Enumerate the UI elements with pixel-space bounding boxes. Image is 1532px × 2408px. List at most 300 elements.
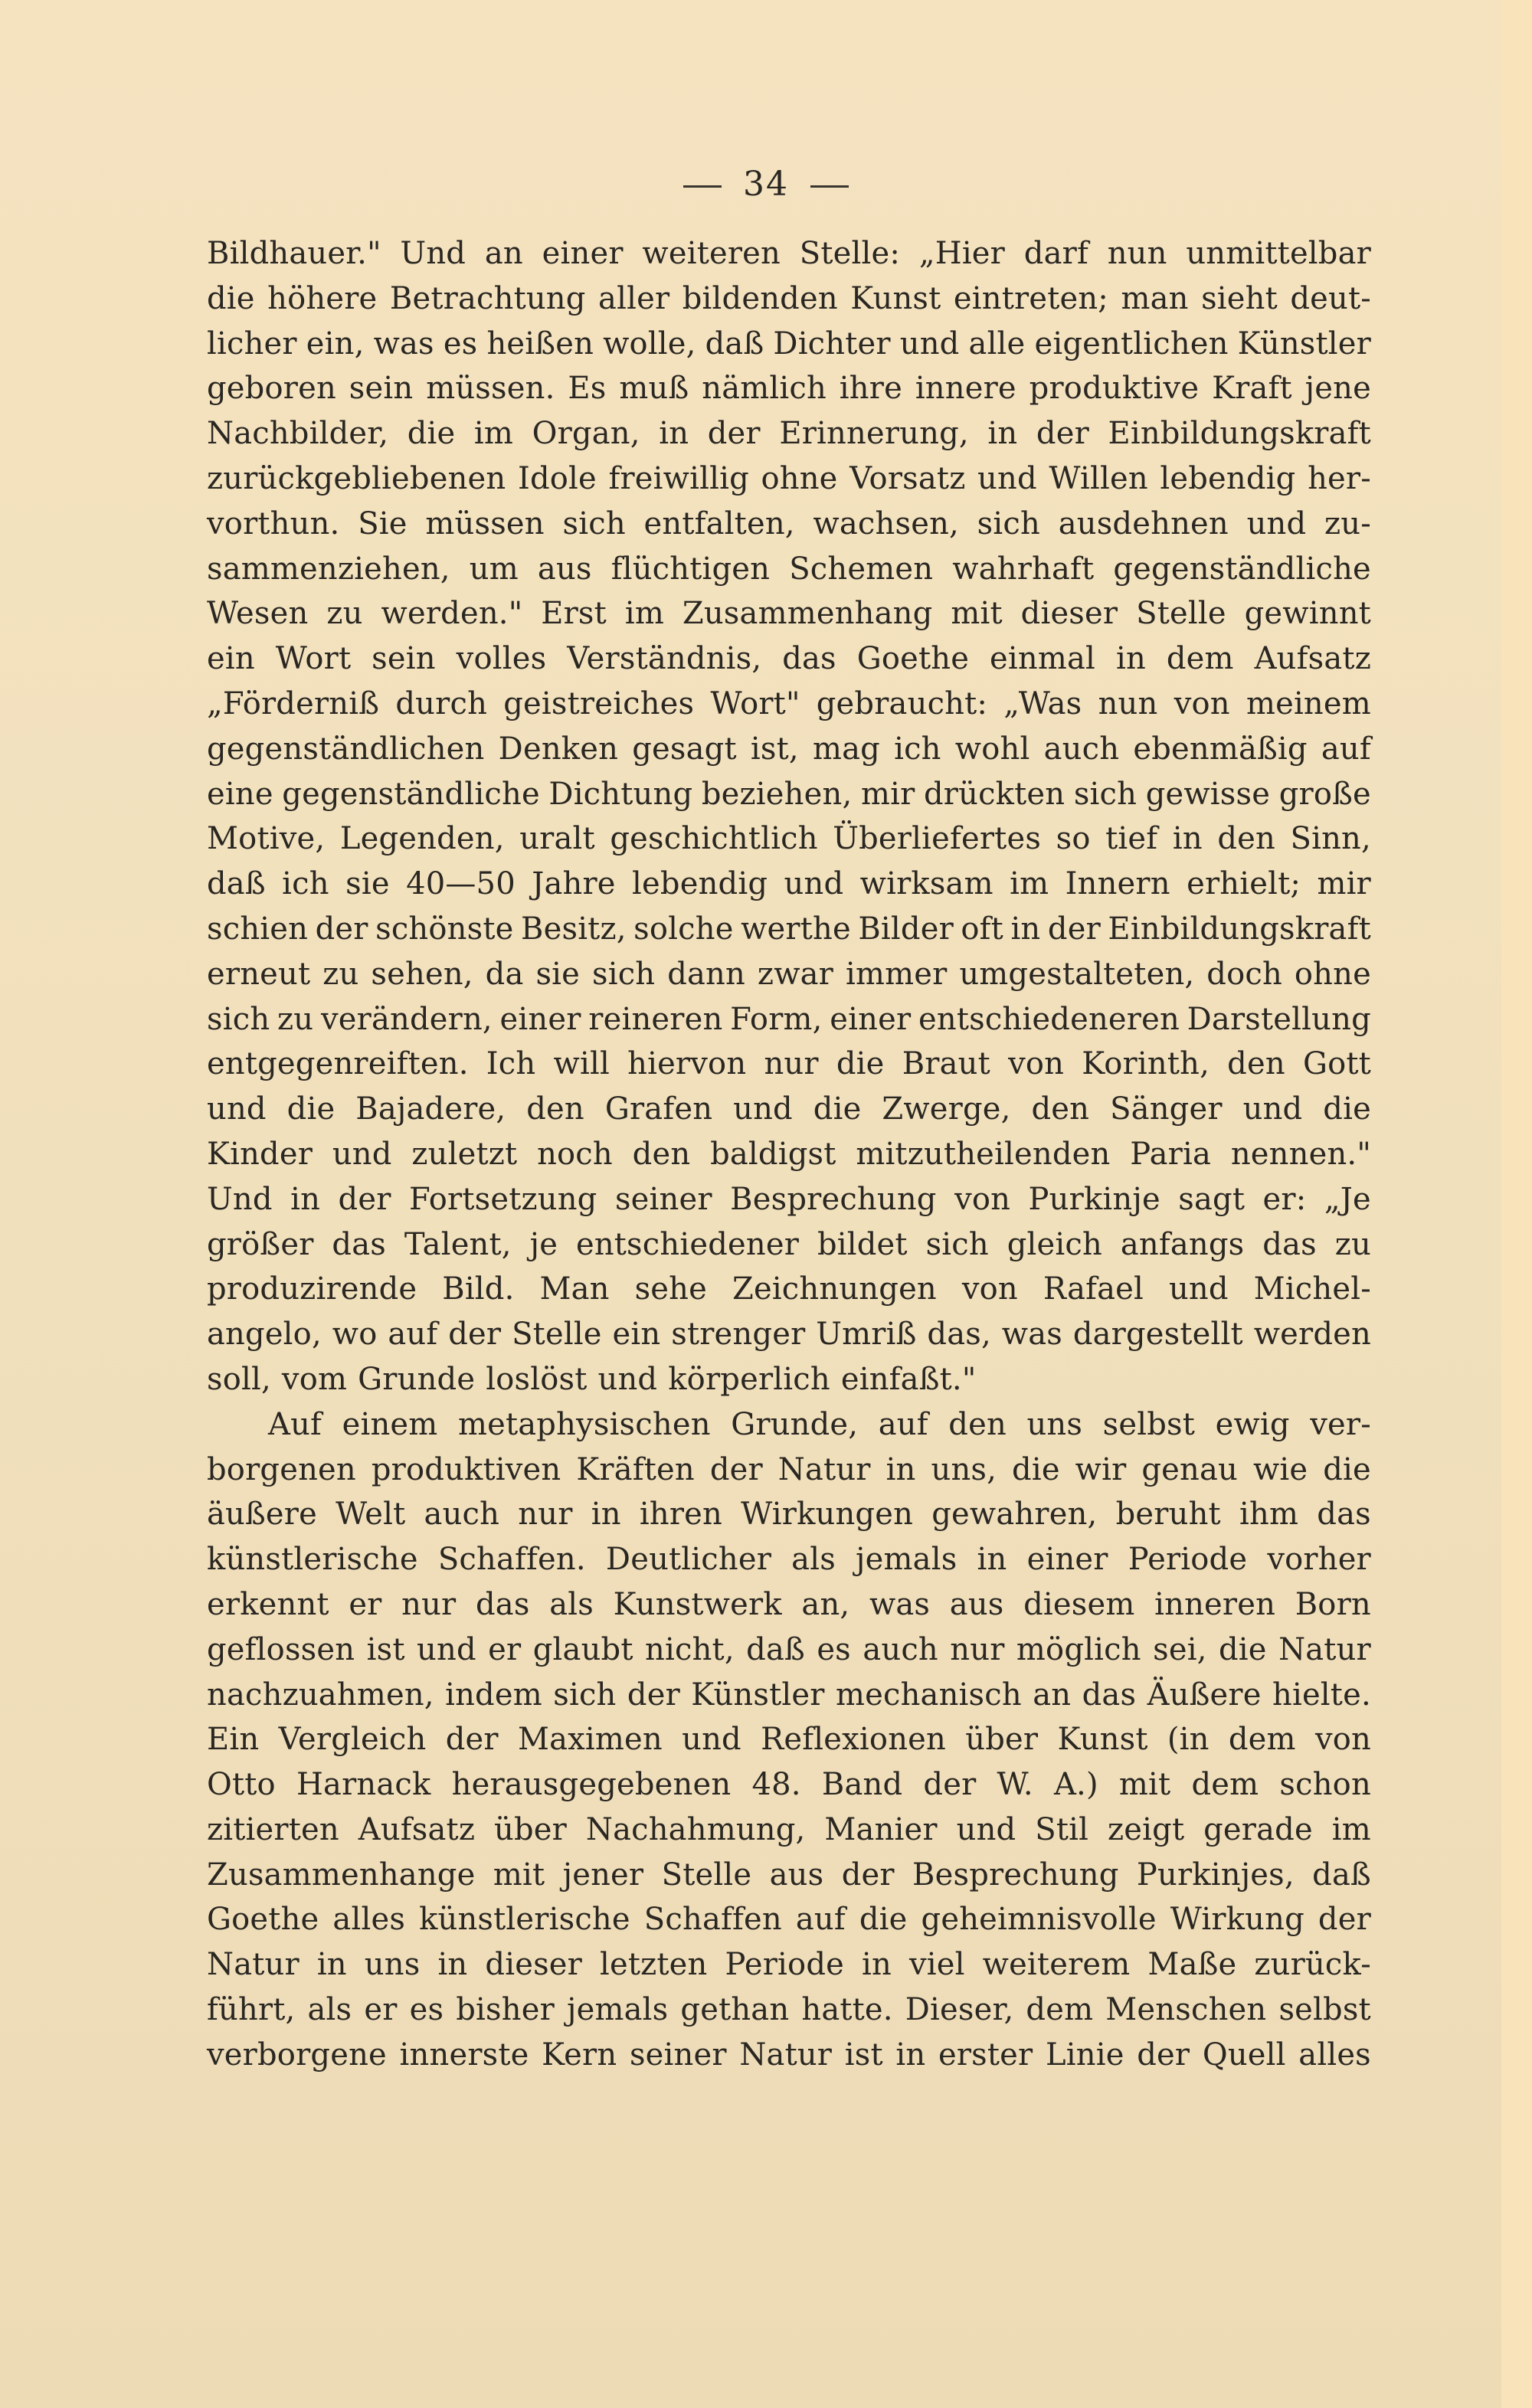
word: nun <box>1107 236 1167 271</box>
left-dash <box>683 185 722 188</box>
word: sich <box>207 1001 270 1037</box>
word: sich <box>562 505 626 541</box>
word: Goethe <box>856 641 970 677</box>
word: ich <box>282 866 329 902</box>
word: Motive, <box>207 821 326 857</box>
text-line <box>207 1628 1371 1673</box>
word: was <box>1001 1317 1062 1353</box>
word: Darstellung <box>1187 1001 1371 1037</box>
right-dash <box>810 185 849 188</box>
word: Schemen <box>789 551 934 587</box>
word: ihre <box>839 371 902 407</box>
word: Kunstwerk <box>613 1586 782 1622</box>
text-line <box>207 1717 1371 1762</box>
word: er <box>488 1631 522 1667</box>
word: vorher <box>1267 1542 1371 1578</box>
word: Talent, <box>404 1226 512 1262</box>
word: einfaßt." <box>840 1361 977 1397</box>
text-line <box>207 231 1371 276</box>
word: dem <box>1191 1767 1259 1803</box>
word: das <box>1082 1677 1137 1713</box>
word: glaubt <box>532 1631 633 1667</box>
word: nennen." <box>1230 1136 1371 1172</box>
word: Grunde, <box>731 1406 859 1442</box>
word: ich <box>894 731 941 767</box>
text-line <box>207 366 1371 411</box>
word: es <box>817 1631 851 1667</box>
word: im <box>624 596 664 632</box>
word: Jahre <box>532 866 616 902</box>
word: alle <box>968 326 1026 362</box>
word: seiner <box>614 1181 712 1217</box>
word: Form, <box>730 1001 823 1037</box>
word: oft <box>961 911 1003 947</box>
word: immer <box>845 956 948 992</box>
word: wo <box>332 1317 378 1353</box>
text-line <box>207 411 1371 456</box>
word: große <box>1278 776 1371 812</box>
word: innerste <box>399 2037 529 2073</box>
text-line <box>207 547 1371 592</box>
word: Bild. <box>442 1271 515 1307</box>
word: die <box>207 280 255 316</box>
word: eine <box>207 776 273 812</box>
word: mitzutheilenden <box>856 1136 1111 1172</box>
word: Welt <box>336 1497 406 1533</box>
word: und <box>899 326 960 362</box>
word: auf <box>388 1317 438 1353</box>
word: die <box>1012 1451 1060 1487</box>
word: körperlich <box>668 1361 830 1397</box>
word: mir <box>860 776 915 812</box>
word: werthe <box>741 911 851 947</box>
word: Besprechung <box>730 1181 937 1217</box>
word: gewisse <box>1145 776 1271 812</box>
word: daß <box>746 1631 805 1667</box>
word: Michel- <box>1253 1271 1371 1307</box>
word: es <box>409 1992 444 2028</box>
word: (in <box>1167 1722 1210 1758</box>
word: jemals <box>856 1542 958 1578</box>
word: umgestalteten, <box>959 956 1195 992</box>
word: Kraft <box>1212 371 1292 407</box>
word: heißen <box>486 326 594 362</box>
word: bildenden <box>682 280 838 316</box>
word: wohl <box>954 731 1030 767</box>
word: muß <box>619 371 689 407</box>
word: einmal <box>990 641 1096 677</box>
word: geflossen <box>207 1631 355 1667</box>
text-line <box>207 772 1371 817</box>
word: als <box>549 1586 594 1622</box>
text-line <box>207 636 1371 682</box>
word: uralt <box>519 821 595 857</box>
word: Dichtung <box>548 776 693 812</box>
word: so <box>1056 821 1091 857</box>
word: und <box>1246 505 1307 541</box>
text-line <box>207 1762 1371 1808</box>
word: Schaffen <box>643 1902 782 1938</box>
word: erhielt; <box>1187 866 1301 902</box>
word: der <box>1047 911 1101 947</box>
word: baldigst <box>710 1136 836 1172</box>
word: wie <box>1252 1451 1308 1487</box>
word: mir <box>1317 866 1371 902</box>
text-line <box>207 1402 1371 1448</box>
word: metaphysischen <box>457 1406 711 1442</box>
word: von <box>1314 1722 1371 1758</box>
word: man <box>1121 280 1189 316</box>
word: Äußere <box>1147 1677 1262 1713</box>
word: da <box>485 956 524 992</box>
word: Und <box>400 236 466 271</box>
word: Besitz, <box>521 911 627 947</box>
word: mit <box>493 1857 545 1893</box>
text-line <box>207 1492 1371 1537</box>
word: freiwillig <box>608 460 749 496</box>
word: sehe <box>634 1271 708 1307</box>
text-line <box>207 1942 1371 1988</box>
word: vom <box>281 1361 348 1397</box>
word: viel <box>908 1947 965 1983</box>
word: Es <box>568 371 607 407</box>
word: müssen. <box>426 371 555 407</box>
word: alles <box>1298 2037 1371 2073</box>
word: daß <box>1312 1857 1371 1893</box>
word: zitierten <box>207 1811 339 1847</box>
word: geboren <box>207 371 336 407</box>
word: Purkinje <box>1028 1181 1160 1217</box>
word: gegenständlichen <box>207 731 485 767</box>
word: der <box>448 1317 502 1353</box>
word: einer <box>542 236 624 271</box>
word: entschiedeneren <box>918 1001 1180 1037</box>
word: geheimnisvolle <box>921 1902 1157 1938</box>
word: soll, <box>207 1361 271 1397</box>
word: sich <box>1073 776 1138 812</box>
word: Otto <box>207 1767 276 1803</box>
word: Betrachtung <box>389 280 586 316</box>
word: dargestellt <box>1072 1317 1243 1353</box>
word: selbst <box>1102 1406 1196 1442</box>
word: licher <box>207 326 297 362</box>
word: der <box>1137 2037 1190 2073</box>
word: sich <box>977 505 1040 541</box>
word: von <box>961 1271 1018 1307</box>
word: A.) <box>1053 1767 1098 1803</box>
word: beruht <box>1115 1497 1221 1533</box>
word: Zusammenhang <box>682 596 933 632</box>
word: die <box>407 416 456 452</box>
word: Harnack <box>296 1767 431 1803</box>
word: in <box>895 2037 926 2073</box>
word: was <box>373 326 434 362</box>
word: uns <box>1026 1406 1083 1442</box>
word: die <box>1323 1091 1371 1127</box>
word: erkennt <box>207 1586 329 1622</box>
word: Natur <box>777 1451 871 1487</box>
word: verborgene <box>207 2037 387 2073</box>
text-line <box>207 816 1371 862</box>
word: geistreiches <box>503 685 695 721</box>
word: Legenden, <box>339 821 505 857</box>
word: und <box>784 866 844 902</box>
word: Gott <box>1302 1046 1371 1082</box>
word: gewinnt <box>1244 596 1371 632</box>
word: als <box>307 1992 352 2028</box>
word: Zusammenhange <box>207 1857 476 1893</box>
word: Wirkungen <box>741 1497 914 1533</box>
word: den <box>1227 1046 1285 1082</box>
text-line <box>207 997 1371 1042</box>
word: wolle, <box>603 326 696 362</box>
word: zwar <box>757 956 834 992</box>
word: ist, <box>750 731 799 767</box>
word: der <box>1036 416 1089 452</box>
word: von <box>1174 685 1230 721</box>
word: schönste <box>375 911 514 947</box>
word: das <box>1262 1226 1317 1262</box>
word: jener <box>562 1857 644 1893</box>
word: Wirkung <box>1170 1902 1304 1938</box>
word: Sänger <box>1110 1091 1223 1127</box>
word: sammenziehen, <box>207 551 450 587</box>
word: einer <box>1026 1542 1108 1578</box>
word: genau <box>1141 1451 1239 1487</box>
word: Periode <box>725 1947 844 1983</box>
word: dieser <box>485 1947 582 1983</box>
word: in <box>591 1497 621 1533</box>
word: Zeichnungen <box>732 1271 937 1307</box>
word: die <box>286 1091 336 1127</box>
word: erneut <box>207 956 311 992</box>
word: deut- <box>1290 280 1371 316</box>
word: den <box>1217 821 1275 857</box>
word: herausgegebenen <box>451 1767 732 1803</box>
word: Linie <box>1046 2037 1124 2073</box>
word: gebraucht: <box>816 685 988 721</box>
word: größer <box>207 1226 314 1262</box>
word: auch <box>424 1497 500 1533</box>
word: vorthun. <box>207 505 340 541</box>
word: hatte. <box>801 1992 893 2028</box>
word: einem <box>342 1406 438 1442</box>
word: die <box>1219 1631 1267 1667</box>
text-line <box>207 276 1371 322</box>
word: die <box>1323 1451 1371 1487</box>
word: angelo, <box>207 1317 322 1353</box>
word: hielte. <box>1272 1677 1371 1713</box>
word: Periode <box>1128 1542 1248 1578</box>
word: Idole <box>517 460 597 496</box>
word: aus <box>537 551 592 587</box>
word: dem <box>1026 1992 1094 2028</box>
word: Willen <box>1049 460 1148 496</box>
word: Maximen <box>517 1722 663 1758</box>
word: je <box>529 1226 558 1262</box>
word: daß <box>207 866 266 902</box>
word: der <box>627 1677 680 1713</box>
text-line <box>207 1132 1371 1177</box>
word: gewahren, <box>931 1497 1098 1533</box>
word: was <box>869 1586 931 1622</box>
word: an <box>484 236 523 271</box>
word: durch <box>395 685 488 721</box>
word: und <box>1242 1091 1303 1127</box>
word: wir <box>1075 1451 1127 1487</box>
word: dieser <box>1020 596 1118 632</box>
word: in <box>862 1947 892 1983</box>
word: uns, <box>931 1451 997 1487</box>
word: werden." <box>381 596 523 632</box>
word: solche <box>633 911 734 947</box>
word: innere <box>915 371 1016 407</box>
text-line <box>207 862 1371 907</box>
word: aus <box>769 1857 824 1893</box>
word: selbst <box>1278 1992 1371 2028</box>
word: das <box>332 1226 386 1262</box>
word: nun <box>1098 685 1158 721</box>
word: Umriß <box>816 1317 917 1353</box>
word: sagt <box>1178 1181 1246 1217</box>
word: Man <box>539 1271 610 1307</box>
word: Manier <box>824 1811 938 1847</box>
word: die <box>836 1046 885 1082</box>
word: und <box>733 1091 793 1127</box>
text-line <box>207 1357 1371 1402</box>
word: jemals <box>566 1992 669 2028</box>
word: in <box>290 1181 321 1217</box>
word: ihm <box>1239 1497 1299 1533</box>
text-line <box>207 1042 1371 1087</box>
word: Ich <box>486 1046 536 1082</box>
word: Quell <box>1202 2037 1286 2073</box>
word: den <box>526 1091 584 1127</box>
word: der <box>709 1451 763 1487</box>
word: Zwerge, <box>882 1091 1011 1127</box>
word: sei, <box>1153 1631 1207 1667</box>
word: müssen <box>425 505 545 541</box>
word: Nachbilder, <box>207 416 389 452</box>
word: den <box>1031 1091 1090 1127</box>
word: gethan <box>680 1992 790 2028</box>
word: in <box>1115 641 1146 677</box>
word: Künstler <box>1237 326 1371 362</box>
word: Kinder <box>207 1136 313 1172</box>
word: produzirende <box>207 1271 417 1307</box>
word: auch <box>863 1631 938 1667</box>
word: an, <box>801 1586 850 1622</box>
word: ewig <box>1215 1406 1290 1442</box>
word: ein <box>612 1317 661 1353</box>
word: „Förderniß <box>207 685 380 721</box>
word: nur <box>764 1046 819 1082</box>
word: alles <box>332 1902 406 1938</box>
word: im <box>1010 866 1049 902</box>
word: zu <box>322 956 359 992</box>
word: Born <box>1295 1586 1371 1622</box>
text-line <box>207 1448 1371 1493</box>
word: Stelle: <box>799 236 901 271</box>
word: mit <box>1118 1767 1171 1803</box>
word: die <box>813 1091 862 1127</box>
word: gegenständliche <box>282 776 540 812</box>
word: künstlerische <box>207 1542 418 1578</box>
text-line <box>207 322 1371 367</box>
word: 48. <box>751 1767 801 1803</box>
word: W. <box>997 1767 1033 1803</box>
word: sieht <box>1201 280 1278 316</box>
word: weiteren <box>642 236 781 271</box>
word: Braut <box>902 1046 990 1082</box>
word: der <box>841 1857 895 1893</box>
word: Deutlicher <box>605 1542 772 1578</box>
word: her- <box>1308 460 1371 496</box>
word: Aufsatz <box>1254 641 1371 677</box>
word: er: <box>1262 1181 1307 1217</box>
word: um <box>469 551 519 587</box>
word: in <box>659 416 689 452</box>
word: reineren <box>588 1001 723 1037</box>
word: Maße <box>1147 1947 1237 1983</box>
word: äußere <box>207 1497 317 1533</box>
text-line <box>207 591 1371 636</box>
word: das <box>1317 1497 1371 1533</box>
word: entfalten, <box>643 505 795 541</box>
word: Auf <box>268 1406 322 1442</box>
word: Stelle <box>512 1317 602 1353</box>
word: Bajadere, <box>355 1091 506 1127</box>
word: erster <box>938 2037 1033 2073</box>
word: in <box>885 1451 916 1487</box>
word: nicht, <box>645 1631 735 1667</box>
word: Erst <box>541 596 607 632</box>
word: Bilder <box>858 911 954 947</box>
word: Natur <box>207 1947 300 1983</box>
word: im <box>1331 1811 1371 1847</box>
word: der <box>1318 1902 1371 1938</box>
word: borgenen <box>207 1451 356 1487</box>
word: ohne <box>1294 956 1371 992</box>
word: Bildhauer." <box>207 236 381 271</box>
text-line <box>207 1897 1371 1942</box>
text-line <box>207 907 1371 952</box>
word: das <box>782 641 836 677</box>
word: Kräften <box>576 1451 695 1487</box>
word: strenger <box>671 1317 806 1353</box>
word: Stelle <box>661 1857 752 1893</box>
paragraph <box>207 231 1371 1402</box>
word: als <box>791 1542 836 1578</box>
word: Paria <box>1130 1136 1212 1172</box>
word: Schaffen. <box>437 1542 586 1578</box>
word: wachsen, <box>813 505 959 541</box>
word: Organ, <box>532 416 640 452</box>
word: das, <box>927 1317 991 1353</box>
word: geschichtlich <box>610 821 818 857</box>
word: und <box>207 1091 267 1127</box>
word: auch <box>1043 731 1120 767</box>
word: über <box>494 1811 567 1847</box>
word: verändern, <box>320 1001 493 1037</box>
word: weiterem <box>982 1947 1131 1983</box>
word: Denken <box>498 731 619 767</box>
word: die <box>859 1902 908 1938</box>
word: „Je <box>1324 1181 1371 1217</box>
paragraph <box>207 1402 1371 2078</box>
word: gerade <box>1203 1811 1313 1847</box>
word: unmittelbar <box>1186 236 1371 271</box>
